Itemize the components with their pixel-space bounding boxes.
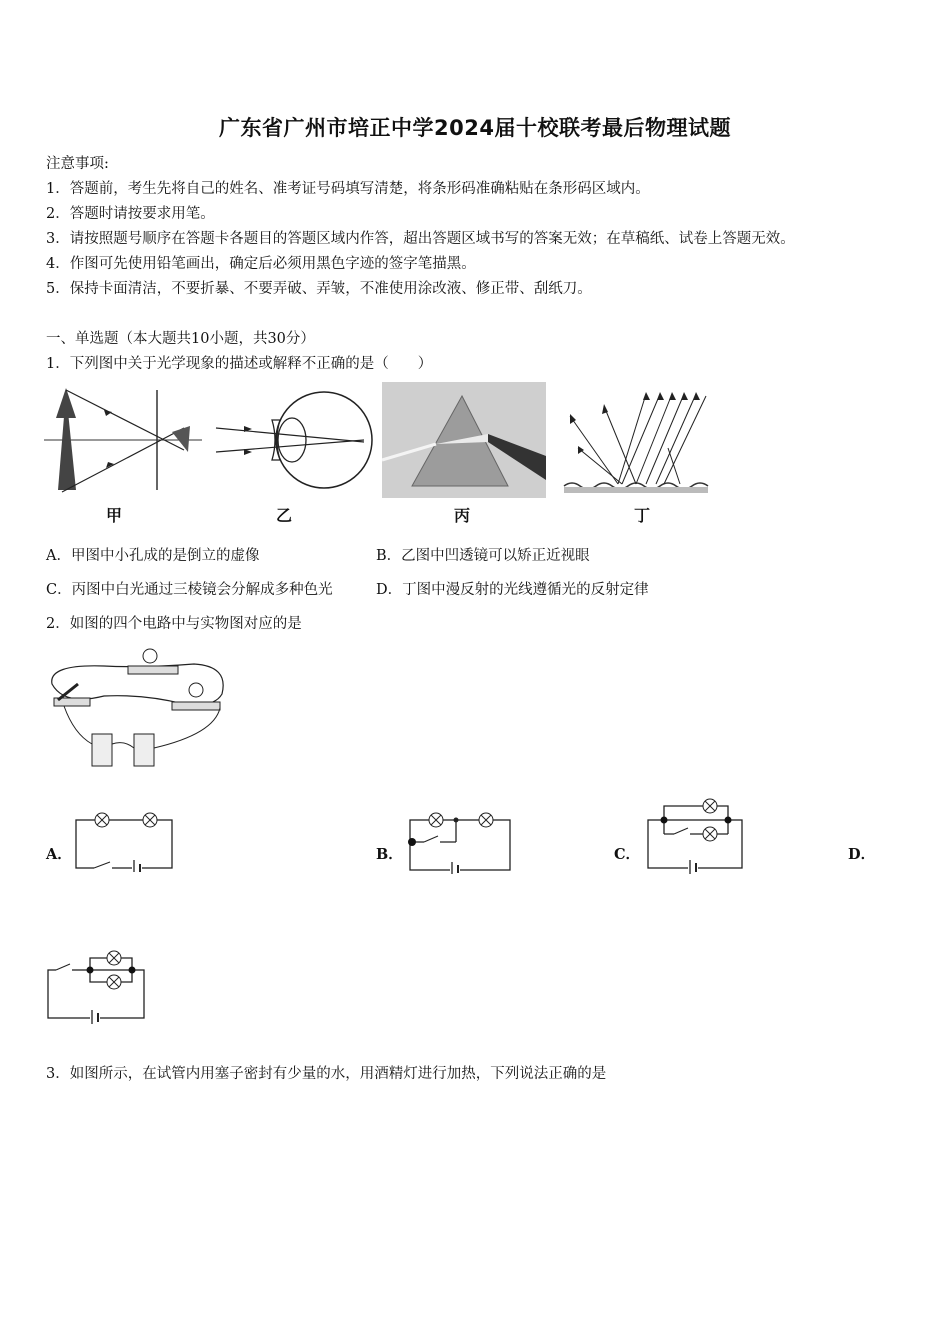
notice-heading: 注意事项: <box>46 156 109 172</box>
q1-option-a: A．甲图中小孔成的是倒立的虚像 <box>46 548 260 564</box>
q2-option-b-label: B． <box>376 846 403 863</box>
circuit-a-diagram <box>74 810 178 872</box>
q1-option-c: C．丙图中白光通过三棱镜会分解成多种色光 <box>46 582 333 598</box>
notice-item-1: 1．答题前，考生先将自己的姓名、准考证号码填写清楚，将条形码准确粘贴在条形码区域内。 <box>46 181 650 197</box>
q3-stem: 3．如图所示，在试管内用塞子密封有少量的水，用酒精灯进行加热，下列说法正确的是 <box>46 1066 607 1082</box>
q1-stem: 1．下列图中关于光学现象的描述或解释不正确的是（ ） <box>46 356 433 372</box>
pinhole-figure <box>44 380 204 500</box>
q1-option-b: B．乙图中凹透镜可以矫正近视眼 <box>376 548 590 564</box>
circuit-b-diagram <box>404 810 514 874</box>
q2-option-d-label: D． <box>848 846 876 863</box>
q2-stem: 2．如图的四个电路中与实物图对应的是 <box>46 616 302 632</box>
circuit-d-diagram <box>44 948 148 1026</box>
q2-option-c-label: C． <box>614 846 641 863</box>
notice-item-2: 2．答题时请按要求用笔。 <box>46 206 215 222</box>
caption-bing: 丙 <box>454 506 471 525</box>
prism-figure <box>382 382 546 498</box>
q2-option-a-label: A． <box>46 846 72 863</box>
caption-ding: 丁 <box>634 506 651 525</box>
diffuse-reflection-figure <box>560 386 712 498</box>
notice-item-4: 4．作图可先使用铅笔画出，确定后必须用黑色字迹的签字笔描黑。 <box>46 256 476 272</box>
eye-lens-figure <box>214 382 374 500</box>
physical-circuit-figure <box>44 644 230 774</box>
caption-jia: 甲 <box>106 506 123 525</box>
page-title: 广东省广州市培正中学2024届十校联考最后物理试题 <box>219 116 731 140</box>
notice-item-3: 3．请按照题号顺序在答题卡各题目的答题区域内作答，超出答题区域书写的答案无效；在草稿纸、试卷上答题无效。 <box>46 231 795 247</box>
section-heading: 一、单选题（本大题共10小题，共30分） <box>46 331 315 347</box>
q1-option-d: D．丁图中漫反射的光线遵循光的反射定律 <box>376 582 649 598</box>
circuit-c-diagram <box>644 798 746 874</box>
notice-item-5: 5．保持卡面清洁，不要折暴、不要弄破、弄皱，不准使用涂改液、修正带、刮纸刀。 <box>46 281 592 297</box>
caption-yi: 乙 <box>276 506 293 525</box>
